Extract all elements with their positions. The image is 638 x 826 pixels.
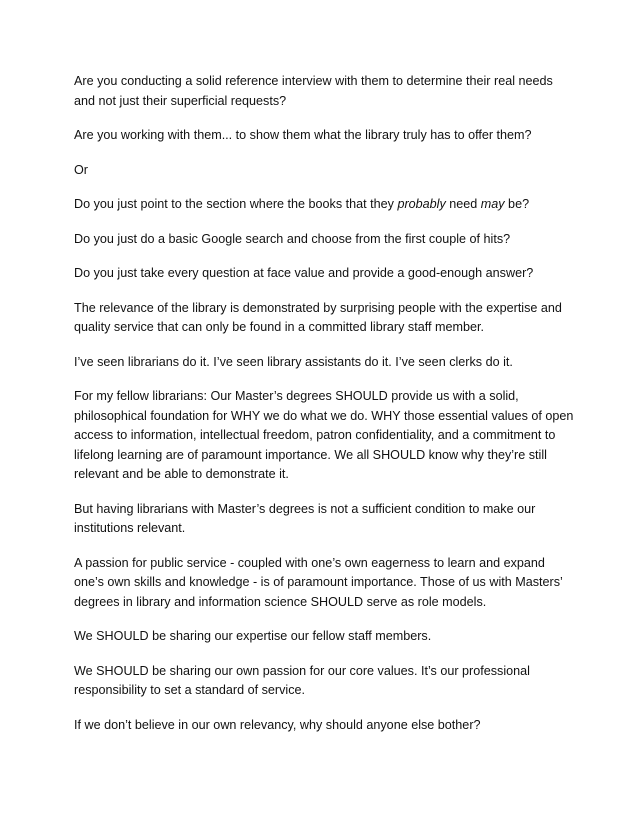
paragraph-masters-not-sufficient: But having librarians with Master’s degrees is not a sufficient condition to make our institutions relevant.: [74, 501, 536, 535]
document-page: [74, 72, 574, 750]
paragraph-relevance: The relevance of the library is demonstrated by surprising people with the expertise and quality service that can only be found in a committed library staff member.: [74, 300, 562, 334]
paragraph-sharing-passion: We SHOULD be sharing our own passion for our core values. It’s our professional responsibility to set a standard of service.: [74, 663, 530, 697]
emphasis-probably: probably: [397, 197, 446, 211]
paragraph-google-search: Do you just do a basic Google search and choose from the first couple of hits?: [74, 231, 511, 246]
paragraph-point-to-section: [74, 195, 574, 215]
paragraph-face-value: Do you just take every question at face value and provide a good-enough answer?: [74, 266, 534, 280]
paragraph-text-segment: be?: [504, 197, 530, 211]
paragraph-fellow-librarians: For my fellow librarians: Our Master’s degrees SHOULD provide us with a solid, philosophical foundation for WHY we do what we do. WHY those essential values of open access to information, intellectual freedom, patron confidentiality, and a commitment to lifelong learning are of paramount importance. We all SHOULD know why they’re still relevant and be able to demonstrate it.: [74, 389, 574, 481]
paragraph-text-segment: need: [445, 197, 481, 211]
paragraph-sharing-expertise: We SHOULD be sharing our expertise our fellow staff members.: [74, 629, 432, 643]
paragraph-believe-relevancy: If we don’t believe in our own relevancy, why should anyone else bother?: [74, 717, 481, 732]
paragraph-working-with-them: Are you working with them... to show them what the library truly has to offer them?: [74, 128, 532, 142]
paragraph-reference-interview: Are you conducting a solid reference interview with them to determine their real needs and not just their superficial requests?: [74, 74, 553, 108]
paragraph-seen-it: I’ve seen librarians do it. I’ve seen library assistants do it. I’ve seen clerks do it.: [74, 354, 513, 369]
paragraph-passion-public-service: A passion for public service - coupled with one’s own eagerness to learn and expand one’s own skills and knowledge - is of paramount importance. Those of us with Masters’ degrees in library and information science SHOULD serve as role models.: [74, 555, 563, 609]
paragraph-text-segment: Do you just point to the section where the books that they: [74, 197, 398, 211]
emphasis-may: may: [480, 197, 505, 211]
paragraph-or: Or: [74, 162, 88, 177]
